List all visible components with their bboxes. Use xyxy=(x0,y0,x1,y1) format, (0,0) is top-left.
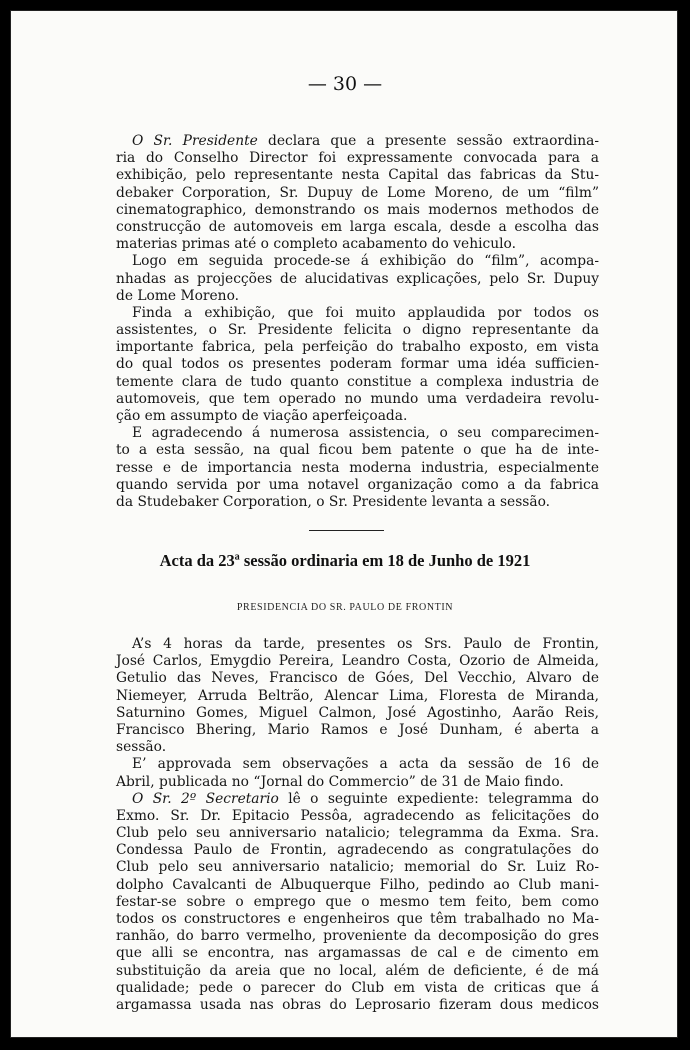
text-line xyxy=(116,859,599,876)
text-line xyxy=(116,288,599,305)
text-line xyxy=(116,842,599,859)
italic-speaker: O Sr. 2º Secretario xyxy=(132,790,279,807)
text-run: da Studebaker Corporation, o Sr. Presidente levanta a sessão. xyxy=(116,493,551,510)
text-line xyxy=(116,305,599,322)
text-line xyxy=(116,739,599,756)
text-run: lê o seguinte expediente: telegramma do xyxy=(278,790,599,807)
text-line xyxy=(116,791,599,808)
text-run: to a esta sessão, na qual ficou bem patente o que ha de inte- xyxy=(116,442,599,459)
text-line xyxy=(116,894,599,911)
text-run: nhadas as projecções de alucidativas explicações, pelo Sr. Dupuy xyxy=(116,270,599,287)
text-run: temente clara de tudo quanto constitue a complexa industria de xyxy=(116,373,599,390)
text-line xyxy=(116,460,599,477)
minutes-heading: Acta da 23ª sessão ordinaria em 18 de Junho de 1921 xyxy=(159,551,531,570)
text-line xyxy=(116,877,599,894)
text-run: qualidade; pede o parecer do Club em vista de criticas que á xyxy=(116,979,599,996)
text-run: importante fabrica, pela perfeição do trabalho exposto, em vista xyxy=(116,339,599,356)
page-number: — 30 — xyxy=(307,73,383,95)
text-line xyxy=(116,980,599,997)
text-line xyxy=(116,911,599,928)
text-run: que alli se encontra, nas argamassas de cal e de cimento em xyxy=(116,945,599,962)
text-run: Exmo. Sr. Dr. Epitacio Pessôa, agradecendo as felicitações do xyxy=(116,807,599,824)
text-run: automoveis, que tem operado no mundo uma verdadeira revolu- xyxy=(116,390,599,407)
text-run: Saturnino Gomes, Miguel Calmon, José Agostinho, Aarão Reis, xyxy=(116,704,599,721)
text-run: declara que a presente sessão extraordina- xyxy=(257,133,599,149)
text-line xyxy=(116,339,599,356)
text-run: Abril, publicada no “Jornal do Commercio” de 31 de Maio findo. xyxy=(116,773,564,790)
text-line xyxy=(116,997,599,1014)
text-run: exhibição, pelo representante nesta Capital das fabricas da Stu- xyxy=(116,167,599,184)
text-line xyxy=(116,756,599,773)
document-page xyxy=(10,10,678,1038)
text-run: Niemeyer, Arruda Beltrão, Alencar Lima, Floresta de Miranda, xyxy=(116,687,599,704)
text-line xyxy=(116,150,599,167)
text-run: substituição da areia que no local, além de deficiente, é de má xyxy=(116,962,599,979)
text-line xyxy=(116,442,599,459)
text-run: de Lome Moreno. xyxy=(116,287,240,304)
text-run: E agradecendo á numerosa assistencia, o seu comparecimen- xyxy=(132,425,599,442)
text-run: construcção de automoveis em larga escala, desde a escolha das xyxy=(116,218,599,235)
text-line xyxy=(116,322,599,339)
text-line xyxy=(116,202,599,219)
text-run: debaker Corporation, Sr. Dupuy de Lome Moreno, de um “film” xyxy=(116,184,599,201)
text-run: Finda a exhibição, que foi muito applaudida por todos os xyxy=(132,304,599,321)
text-line xyxy=(116,356,599,373)
text-line xyxy=(116,825,599,842)
presidency-subheading: PRESIDENCIA DO SR. PAULO DE FRONTIN xyxy=(236,602,454,613)
text-run: ranhão, do barro vermelho, proveniente da decomposição do gres xyxy=(116,928,599,945)
text-line xyxy=(116,928,599,945)
text-line xyxy=(116,253,599,270)
text-run: Francisco Bhering, Mario Ramos e José Dunham, é aberta a xyxy=(116,721,599,738)
text-line xyxy=(116,425,599,442)
section-divider xyxy=(309,530,384,531)
text-run: argamassa usada nas obras do Leprosario fizeram dous medicos xyxy=(116,996,599,1013)
text-run: Condessa Paulo de Frontin, agradecendo as congratulações do xyxy=(116,842,599,859)
text-run: Club pelo seu anniversario natalicio; telegramma da Exma. Sra. xyxy=(116,825,599,842)
text-run: Club pelo seu anniversario natalicio; memorial do Sr. Luiz Ro- xyxy=(116,859,599,876)
text-run: ria do Conselho Director foi expressamente convocada para a xyxy=(116,150,599,167)
text-line xyxy=(116,185,599,202)
text-run: sessão. xyxy=(116,739,167,756)
text-line xyxy=(116,636,599,653)
text-line xyxy=(116,963,599,980)
text-line xyxy=(116,670,599,687)
text-line xyxy=(116,808,599,825)
text-line xyxy=(116,236,599,253)
text-run: cinematographico, demonstrando os mais modernos methodos de xyxy=(116,201,599,218)
text-line xyxy=(116,167,599,184)
text-line xyxy=(116,133,599,150)
section-1-body xyxy=(116,133,599,511)
text-run: Logo em seguida procede-se á exhibição do “film”, acompa- xyxy=(132,253,599,270)
text-line xyxy=(116,705,599,722)
text-run: festar-se sobre o emprego que o mesmo tem feito, bem como xyxy=(116,893,599,910)
text-run: ção em assumpto de viação aperfeiçoada. xyxy=(116,408,408,424)
text-run: assistentes, o Sr. Presidente felicita o digno representante da xyxy=(116,322,599,339)
text-line xyxy=(116,391,599,408)
text-line xyxy=(116,688,599,705)
text-line xyxy=(116,374,599,391)
text-line xyxy=(116,653,599,670)
text-run: resse e de importancia nesta moderna industria, especialmente xyxy=(116,459,599,476)
text-run: do qual todos os presentes poderam formar uma idéa sufficien- xyxy=(116,356,599,373)
text-line xyxy=(116,774,599,791)
text-line xyxy=(116,722,599,739)
text-run: quando servida por uma notavel organização como a da fabrica xyxy=(116,476,599,493)
text-run: todos os constructores e engenheiros que têm trabalhado no Ma- xyxy=(116,911,599,927)
section-2-body xyxy=(116,636,599,1014)
italic-speaker: O Sr. Presidente xyxy=(132,133,258,149)
text-run: A’s 4 horas da tarde, presentes os Srs. Paulo de Frontin, xyxy=(132,636,599,652)
text-run: E’ approvada sem observações a acta da sessão de 16 de xyxy=(132,756,599,773)
text-line xyxy=(116,494,599,511)
text-run: José Carlos, Emygdio Pereira, Leandro Costa, Ozorio de Almeida, xyxy=(116,653,599,670)
text-run: Getulio das Neves, Francisco de Góes, Del Vecchio, Alvaro de xyxy=(116,670,599,687)
text-line xyxy=(116,219,599,236)
text-line xyxy=(116,408,599,425)
text-line xyxy=(116,271,599,288)
text-line xyxy=(116,477,599,494)
text-run: materias primas até o completo acabamento do vehiculo. xyxy=(116,236,516,253)
text-line xyxy=(116,945,599,962)
text-run: dolpho Cavalcanti de Albuquerque Filho, pedindo ao Club mani- xyxy=(116,876,599,893)
